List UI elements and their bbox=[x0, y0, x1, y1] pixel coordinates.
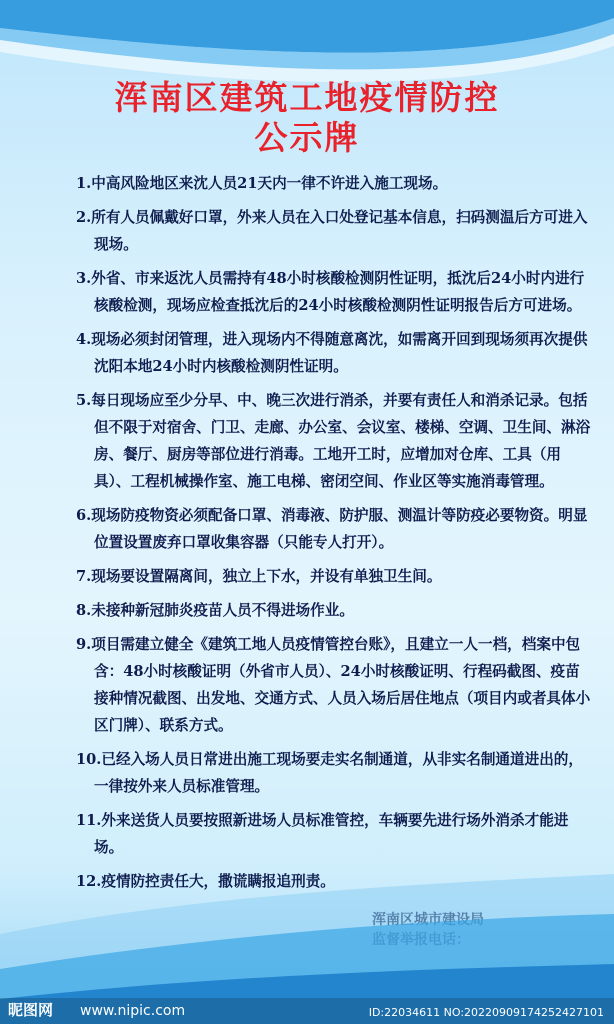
rule-item: 1.中高风险地区来沈人员21天内一律不许进入施工现场。 bbox=[76, 175, 448, 192]
page-subtitle: 公示牌 bbox=[254, 118, 360, 157]
rule-item: 3.外省、市来返沈人员需持有48小时核酸检测阴性证明，抵沈后24小时内进行核酸检测，现场应检查抵沈后的24小时核酸检测阴性证明报告后方可进场。 bbox=[76, 270, 585, 314]
rules-list bbox=[76, 170, 594, 902]
rule-item: 5.每日现场应至少分早、中、晚三次进行消杀，并要有责任人和消杀记录。包括但不限于对宿舍、门卫、走廊、办公室、会议室、楼梯、空调、卫生间、淋浴房、餐厅、厨房等部位进行消毒。工地开工时，应增加对仓库、工具（用具）、工程机械操作室、施工电梯、密闭空间、作业区等实施消毒管理。 bbox=[76, 392, 591, 490]
rule-item: 4.现场必须封闭管理，进入现场内不得随意离沈，如需离开回到现场须再次提供沈阳本地24小时内核酸检测阴性证明。 bbox=[76, 331, 588, 375]
rule-item: 2.所有人员佩戴好口罩，外来人员在入口处登记基本信息，扫码测温后方可进入现场。 bbox=[76, 209, 588, 253]
rule-item: 10.已经入场人员日常进出施工现场要走实名制通道，从非实名制通道进出的，一律按外来人员标准管理。 bbox=[76, 751, 583, 795]
rule-item: 11.外来送货人员要按照新进场人员标准管控，车辆要先进行场外消杀才能进场。 bbox=[76, 812, 569, 856]
rule-item: 9.项目需建立健全《建筑工地人员疫情管控台账》，且建立一人一档，档案中包含：48小时核酸证明（外省市人员）、24小时核酸证明、行程码截图、疫苗接种情况截图、出发地、交通方式、人员入场后居住地点（项目内或者具体小区门牌）、联系方式。 bbox=[76, 636, 591, 734]
page-title: 浑南区建筑工地疫情防控 bbox=[114, 78, 500, 117]
rule-item: 6.现场防疫物资必须配备口罩、消毒液、防护服、测温计等防疫必要物资。明显位置设置废弃口罩收集容器（只能专人打开）。 bbox=[76, 507, 588, 551]
watermark-id: ID:22034611 NO:20220909174252427101 bbox=[368, 1006, 604, 1019]
rule-item: 7.现场要设置隔离间，独立上下水，并设有单独卫生间。 bbox=[76, 568, 442, 585]
watermark-site: www.nipic.com bbox=[80, 1003, 186, 1019]
watermark-bar bbox=[0, 998, 614, 1024]
rule-item: 12.疫情防控责任大，撒谎瞒报追刑责。 bbox=[76, 873, 335, 890]
rule-item: 8.未接种新冠肺炎疫苗人员不得进场作业。 bbox=[76, 602, 354, 619]
watermark-logo: 昵图网 bbox=[8, 1001, 54, 1019]
